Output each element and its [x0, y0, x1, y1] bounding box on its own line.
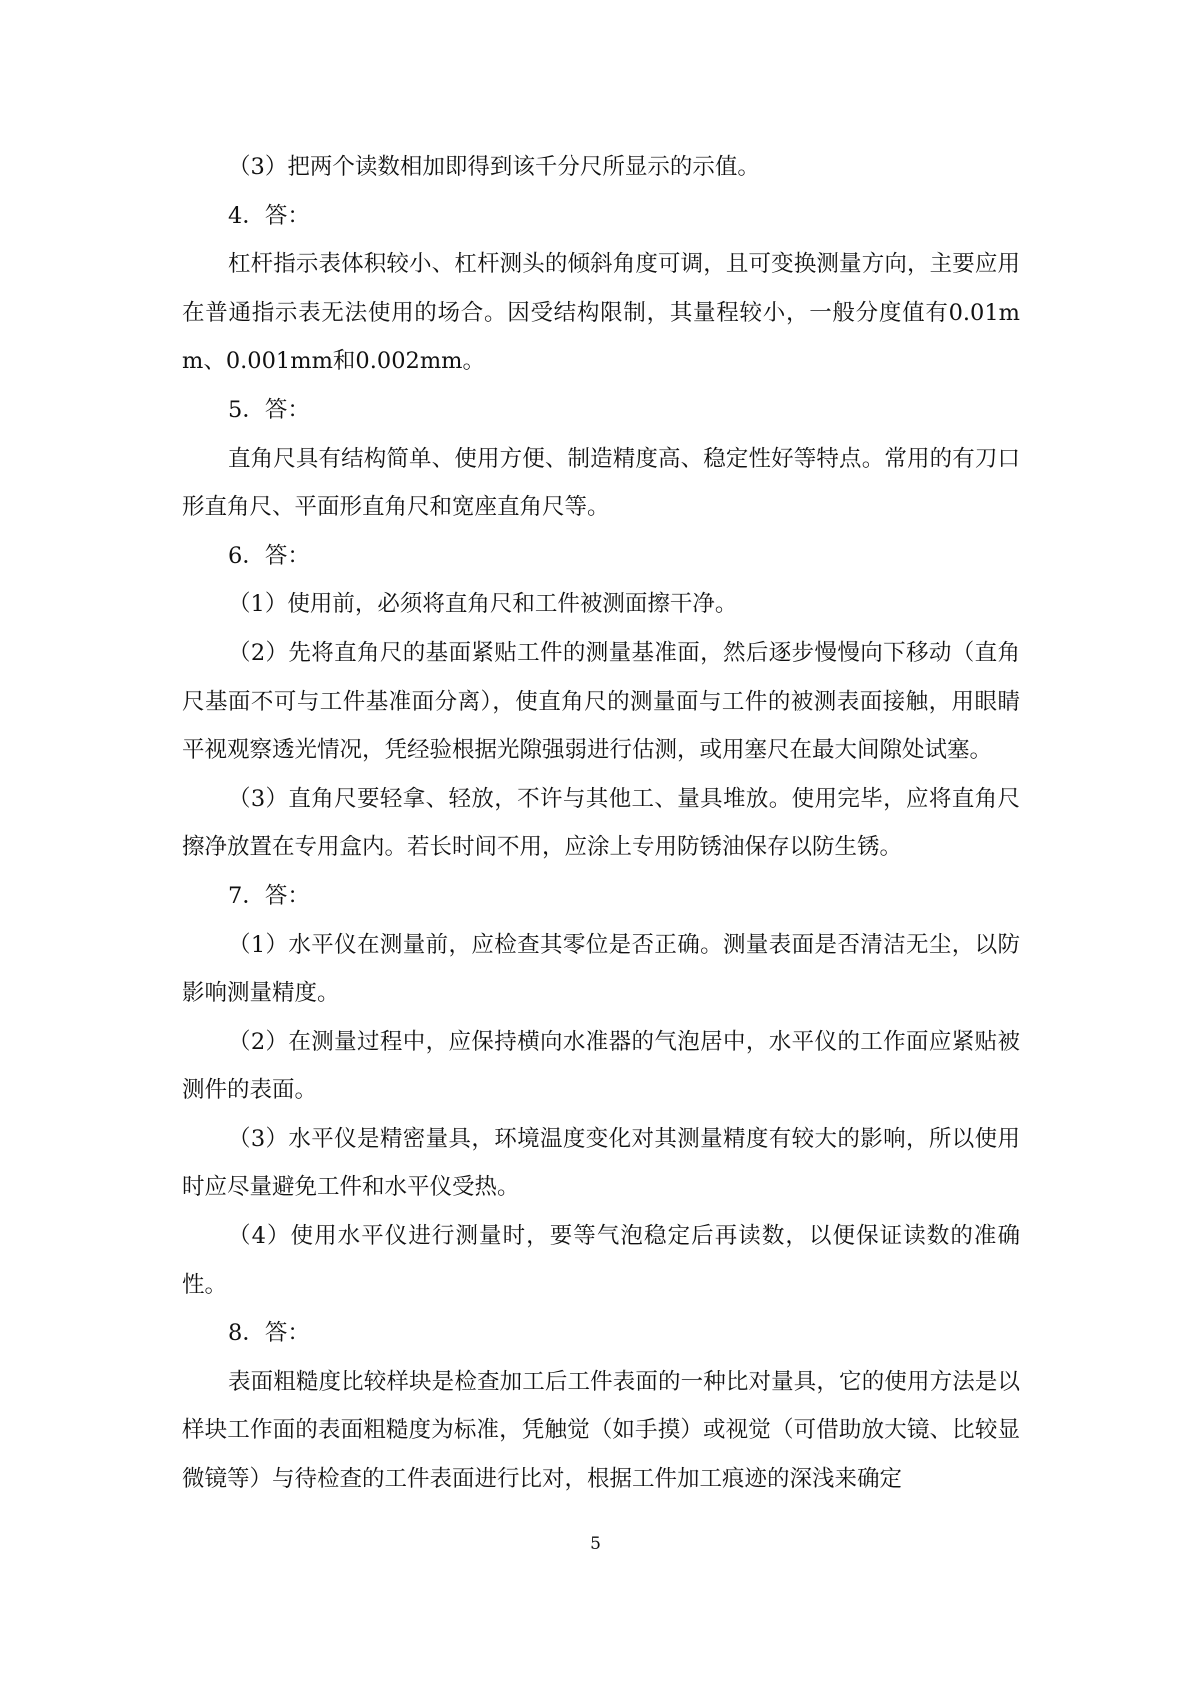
answer-heading-6: 6．答：: [228, 542, 310, 569]
paragraph-square-step-3: （3）直角尺要轻拿、轻放，不许与其他工、量具堆放。使用完毕，应将直角尺擦净放置在专用盒内。若长时间不用，应涂上专用防锈油保存以防生锈。: [182, 785, 1020, 861]
document-body: [182, 143, 1020, 1504]
answer-heading-8: 8．答：: [228, 1320, 310, 1347]
page-number: 5: [590, 1534, 601, 1554]
paragraph-roughness-sample: 表面粗糙度比较样块是检查加工后工件表面的一种比对量具，它的使用方法是以样块工作面的表面粗糙度为标准，凭触觉（如手摸）或视觉（可借助放大镜、比较显微镜等）与待检查的工件表面进行比对，根据工件加工痕迹的深浅来确定: [182, 1368, 1020, 1493]
answer-heading-7: 7．答：: [228, 882, 310, 909]
paragraph-square-step-1: （1）使用前，必须将直角尺和工件被测面擦干净。: [228, 591, 738, 618]
paragraph-level-step-3: （3）水平仪是精密量具，环境温度变化对其测量精度有较大的影响，所以使用时应尽量避免工件和水平仪受热。: [182, 1125, 1020, 1201]
paragraph-square-features: 直角尺具有结构简单、使用方便、制造精度高、稳定性好等特点。常用的有刀口形直角尺、平面形直角尺和宽座直角尺等。: [182, 445, 1020, 521]
paragraph-level-step-2: （2）在测量过程中，应保持横向水准器的气泡居中，水平仪的工作面应紧贴被测件的表面。: [182, 1028, 1020, 1104]
paragraph-level-step-4: （4）使用水平仪进行测量时，要等气泡稳定后再读数，以便保证读数的准确性。: [182, 1223, 1020, 1298]
answer-heading-4: 4．答：: [228, 202, 310, 229]
paragraph-lever-indicator: 杠杆指示表体积较小、杠杆测头的倾斜角度可调，且可变换测量方向，主要应用在普通指示表无法使用的场合。因受结构限制，其量程较小，一般分度值有0.01mm、0.001mm和0.002mm。: [182, 251, 1020, 375]
answer-heading-5: 5．答：: [228, 396, 310, 423]
paragraph-square-step-2: （2）先将直角尺的基面紧贴工件的测量基准面，然后逐步慢慢向下移动（直角尺基面不可与工件基准面分离），使直角尺的测量面与工件的被测表面接触，用眼睛平视观察透光情况，凭经验根据光隙强弱进行估测，或用塞尺在最大间隙处试塞。: [182, 639, 1020, 764]
paragraph-step-3-sum-readings: （3）把两个读数相加即得到该千分尺所显示的示值。: [228, 154, 760, 180]
paragraph-level-step-1: （1）水平仪在测量前，应检查其零位是否正确。测量表面是否清洁无尘，以防影响测量精度。: [182, 931, 1020, 1007]
